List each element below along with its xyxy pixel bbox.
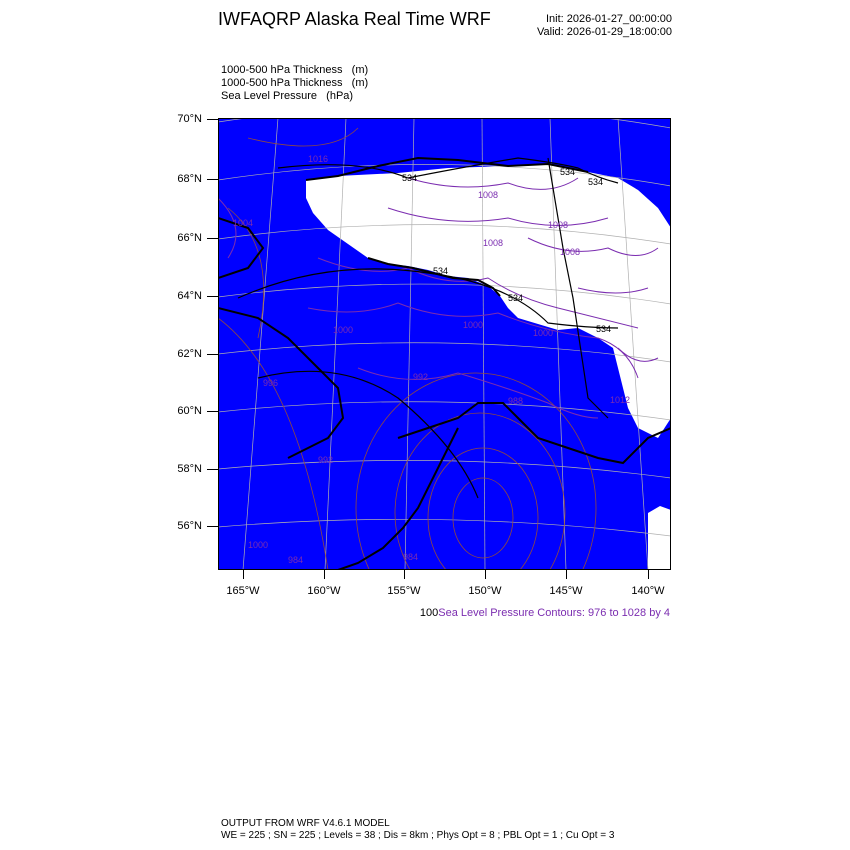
slp-label: 1008 [560,247,581,257]
contour-info-text: Sea Level Pressure Contours: 976 to 1028 by 4 [438,607,670,619]
model-info [221,818,614,842]
time-stamps [490,13,672,39]
slp-label: 1008 [478,190,499,200]
model-version: OUTPUT FROM WRF V4.6.1 MODEL [221,818,390,829]
slp-label: 1016 [308,154,329,164]
lat-label: 58°N [177,463,202,475]
lat-label: 66°N [177,232,202,244]
slp-label: 1008 [483,238,504,248]
lat-label: 70°N [177,113,202,125]
lat-tick [207,296,218,297]
lon-label: 140°W [631,585,665,597]
slp-label: 984 [403,552,419,562]
contour-info [380,607,670,619]
lon-tick [485,570,486,579]
thickness-label: 534 [508,293,524,303]
slp-label: 1000 [333,325,354,335]
lat-tick [207,179,218,180]
field-labels [221,64,368,103]
lat-tick [207,119,218,120]
lon-tick [243,570,244,579]
field-label: 1000-500 hPa Thickness (m) [221,77,369,89]
lat-tick [207,526,218,527]
model-settings: WE = 225 ; SN = 225 ; Levels = 38 ; Dis = 8km ; Phys Opt = 8 ; PBL Opt = 1 ; Cu Opt = 3 [221,830,615,841]
thickness-label: 534 [560,167,576,177]
thickness-label: 534 [433,266,449,276]
thickness-label: 534 [402,173,418,183]
map-panel [218,118,671,570]
valid-time: Valid: 2026-01-29_18:00:00 [537,26,672,38]
slp-label: 1008 [548,220,569,230]
lon-label: 160°W [307,585,341,597]
map-svg [218,118,671,570]
init-time: Init: 2026-01-27_00:00:00 [546,13,672,25]
contour-info-prefix: 100 [419,607,439,619]
lat-tick [207,238,218,239]
lon-label: 145°W [549,585,583,597]
slp-label: 1000 [248,540,269,550]
slp-label: 1000 [463,320,484,330]
lat-tick [207,469,218,470]
lon-tick [324,570,325,579]
slp-label: 988 [508,396,524,406]
lat-label: 64°N [177,290,202,302]
lon-label: 155°W [387,585,421,597]
slp-label: 1000 [533,328,554,338]
lat-label: 56°N [177,520,202,532]
field-label: 1000-500 hPa Thickness (m) [221,64,369,76]
lat-label: 68°N [177,173,202,185]
chart-title: IWFAQRP Alaska Real Time WRF [218,9,491,29]
slp-label: 996 [263,378,279,388]
slp-label: 992 [413,372,429,382]
snow-cover-south [648,506,671,570]
lat-tick [207,411,218,412]
lat-label: 60°N [177,405,202,417]
lon-tick [566,570,567,579]
slp-label: 984 [288,555,304,565]
lon-label: 165°W [226,585,260,597]
lon-tick [404,570,405,579]
lat-label: 62°N [177,348,202,360]
slp-label: 1004 [233,218,254,228]
slp-label: 992 [318,455,334,465]
field-label: Sea Level Pressure (hPa) [221,90,354,102]
lon-tick [648,570,649,579]
lon-label: 150°W [468,585,502,597]
slp-label: 1012 [610,395,631,405]
thickness-label: 534 [596,324,612,334]
thickness-label: 534 [588,177,604,187]
lat-tick [207,354,218,355]
